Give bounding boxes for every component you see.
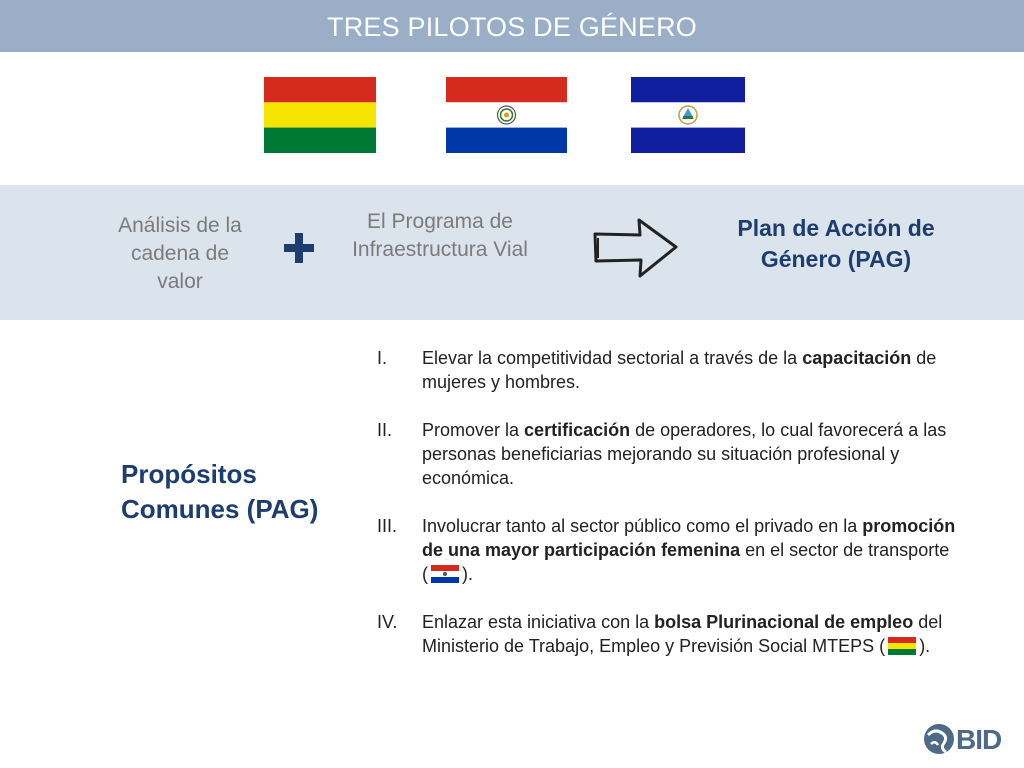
plus-icon — [281, 230, 317, 266]
list-item — [377, 346, 957, 394]
bolivia-flag — [264, 77, 376, 153]
item-bold-text: promoción de una mayor participación femenina — [422, 516, 956, 560]
paraguay-flag — [446, 77, 567, 153]
item-text: ). — [462, 564, 473, 584]
item-text: del Ministerio de Trabajo, Empleo y Previsión Social MTEPS ( — [422, 612, 943, 656]
paraguay-flag-icon — [431, 565, 459, 583]
item-text: de operadores, lo cual favorecerá a las personas beneficiarias mejorando su situación profesional y económica. — [422, 420, 947, 488]
item-text: de mujeres y hombres. — [422, 348, 937, 392]
item-text: Elevar la competitividad sectorial a través de la — [422, 348, 803, 368]
item-bold-text: certificación — [524, 420, 631, 440]
item-text: ). — [919, 636, 931, 656]
item-number: II. — [377, 420, 393, 440]
item-bold-text: capacitación — [802, 348, 912, 368]
value-chain-analysis-text: Análisis de la cadena de valor — [118, 214, 242, 293]
list-item — [377, 610, 957, 658]
item-number: III. — [377, 516, 398, 536]
bolivia-flag-icon — [888, 637, 916, 655]
item-number: IV. — [377, 612, 398, 632]
item-bold-text: bolsa Plurinacional de empleo — [654, 612, 914, 632]
list-item — [377, 418, 957, 490]
item-number: I. — [377, 348, 388, 368]
purposes-list — [377, 346, 957, 682]
bid-logo-text: BID — [956, 724, 1002, 755]
item-text: Involucrar tanto al sector público como el privado en la — [422, 516, 863, 536]
page-title: TRES PILOTOS DE GÉNERO — [327, 12, 697, 42]
bid-logo-icon — [922, 722, 956, 756]
common-purposes-heading: Propósitos Comunes (PAG) — [121, 459, 319, 524]
right-arrow-icon — [590, 215, 682, 281]
title-bar — [0, 0, 1024, 52]
list-item — [377, 514, 957, 586]
road-program-text: El Programa de Infraestructura Vial — [352, 210, 528, 261]
item-text: Promover la — [422, 420, 525, 440]
item-text: Enlazar esta iniciativa con la — [422, 612, 655, 632]
item-text: en el sector de transporte ( — [422, 540, 950, 584]
nicaragua-flag — [631, 77, 745, 153]
gender-action-plan-heading: Plan de Acción de Género (PAG) — [737, 215, 935, 272]
